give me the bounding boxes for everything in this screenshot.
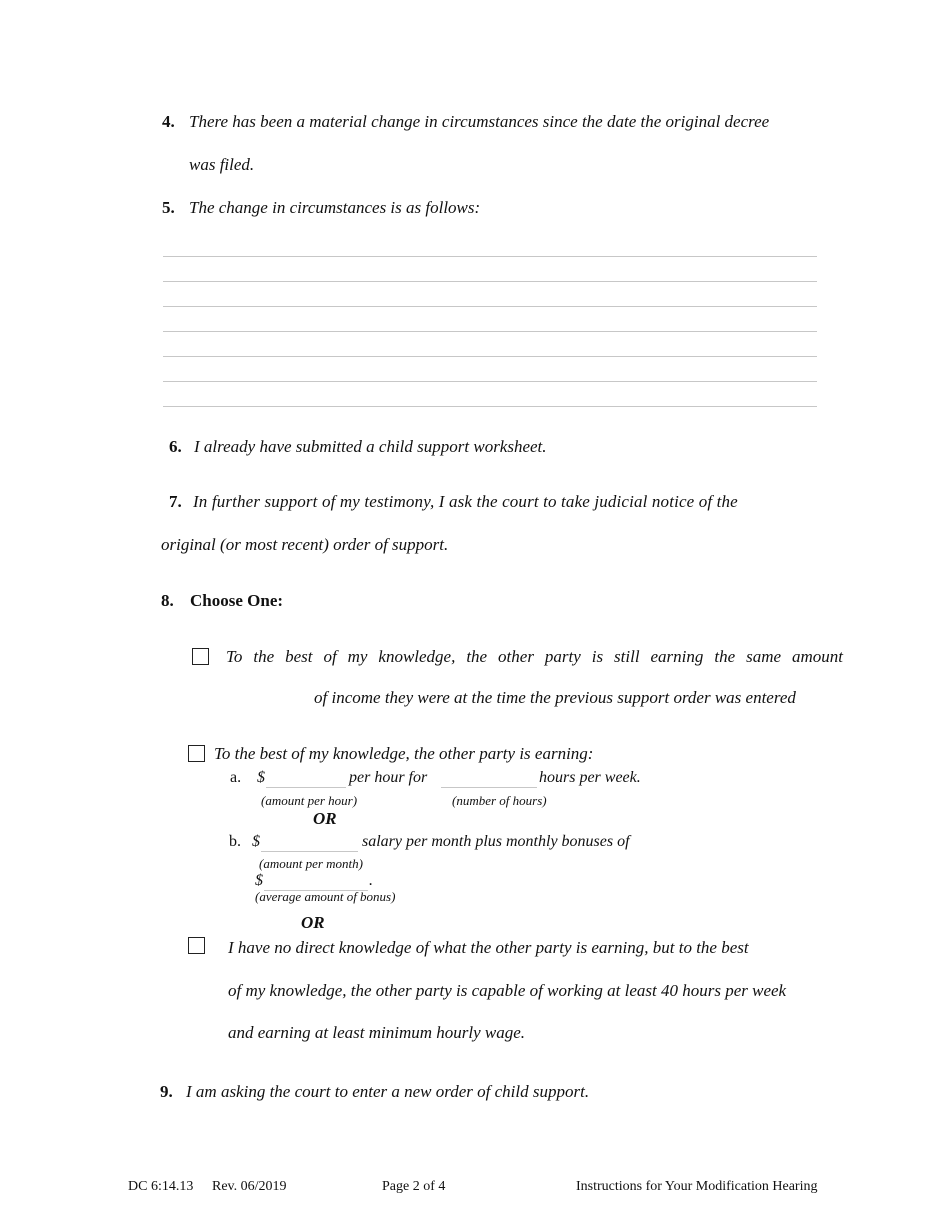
footer-revision: Rev. 06/2019 [212,1179,287,1194]
write-in-line[interactable] [163,256,817,257]
average-bonus-label: (average amount of bonus) [255,889,396,904]
item-6-number: 6. [169,437,182,456]
choice-no-knowledge-line3: and earning at least minimum hourly wage. [228,1023,526,1042]
or-separator-1: OR [313,809,337,828]
choice-same-income-word: To [226,647,243,666]
choice-same-income-word: the [466,647,488,666]
choice-same-income-word: of [323,647,337,666]
item-7-text-line2: original (or most recent) order of support. [161,535,449,554]
number-of-hours-label: (number of hours) [452,793,547,808]
choice-same-income-word: knowledge, [378,647,456,666]
option-b-dollar: $ [252,833,260,850]
choice-same-income-word: the [253,647,275,666]
choice-same-income-word: best [285,647,313,666]
choice-same-income-word: is [591,647,604,666]
item-6-text: I already have submitted a child support worksheet. [194,437,547,456]
option-b-dollar-2: $ [255,872,263,889]
amount-per-hour-label: (amount per hour) [261,793,358,808]
footer-form-number: DC 6:14.13 [128,1179,194,1194]
option-a-hours-per-week: hours per week. [539,769,641,786]
footer-page-number: Page 2 of 4 [382,1179,446,1194]
option-a-letter: a. [230,769,242,786]
option-a-per-hour-for: per hour for [349,769,428,786]
write-in-line[interactable] [163,381,817,382]
item-7-line1-text: In further support of my testimony, I ask the court to take judicial notice of the [193,492,738,511]
choice-no-knowledge-checkbox[interactable] [188,937,205,954]
choice-earning-checkbox[interactable] [188,745,205,762]
choice-same-income-word: other [498,647,534,666]
item-4-text-line2: was filed. [189,155,255,174]
choice-same-income-word: same [746,647,782,666]
footer-title: Instructions for Your Modification Hearing [576,1179,818,1194]
choice-no-knowledge-line1: I have no direct knowledge of what the other party is earning, but to the best [228,938,749,957]
number-of-hours-field[interactable] [441,787,537,788]
choice-same-income-word: the [714,647,736,666]
write-in-line[interactable] [163,281,817,282]
item-9-number: 9. [160,1082,173,1101]
item-4-text-line1: There has been a material change in circumstances since the date the original decree [189,112,770,131]
choice-no-knowledge-line2: of my knowledge, the other party is capable of working at least 40 hours per week [228,981,787,1000]
write-in-line[interactable] [163,306,817,307]
item-7-text-line1 [193,492,803,512]
choice-same-income-word: amount [791,647,843,666]
amount-per-hour-field[interactable] [266,787,346,788]
amount-per-month-label: (amount per month) [259,856,363,871]
option-b-letter: b. [229,833,241,850]
item-9-text: I am asking the court to enter a new order of child support. [186,1082,590,1101]
option-b-period: . [369,872,373,889]
item-8-title: Choose One: [190,591,284,610]
choice-same-income-line1 [226,647,843,667]
choice-same-income-word: earning [650,647,704,666]
item-8-number: 8. [161,591,174,610]
option-a-dollar: $ [257,769,265,786]
or-separator-2: OR [301,913,325,932]
write-in-line[interactable] [163,406,817,407]
item-5-number: 5. [162,198,175,217]
write-in-line[interactable] [163,331,817,332]
choice-same-income-word: party [544,647,581,666]
amount-per-month-field[interactable] [261,851,358,852]
choice-same-income-word: still [614,647,640,666]
item-5-text: The change in circumstances is as follows: [189,198,481,217]
choice-same-income-checkbox[interactable] [192,648,209,665]
write-in-line[interactable] [163,356,817,357]
choice-same-income-word: my [347,647,368,666]
choice-earning-text: To the best of my knowledge, the other party is earning: [214,744,594,763]
option-b-salary-text: salary per month plus monthly bonuses of [362,833,630,850]
item-7-number: 7. [169,492,182,511]
item-4-number: 4. [162,112,175,131]
choice-same-income-line2: of income they were at the time the previous support order was entered [314,688,796,707]
